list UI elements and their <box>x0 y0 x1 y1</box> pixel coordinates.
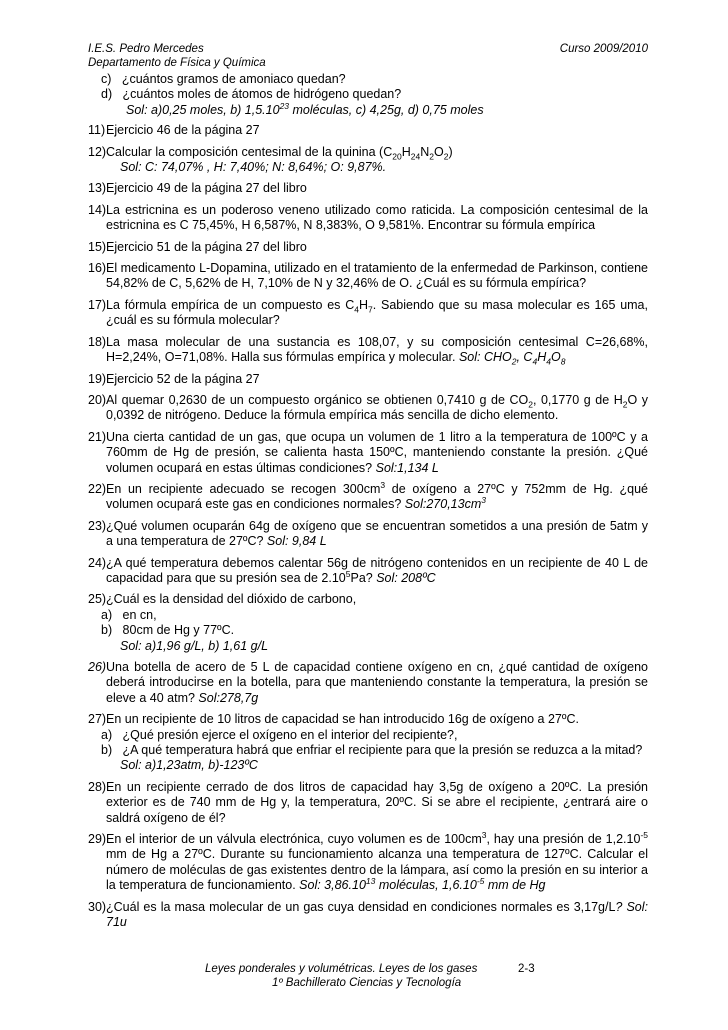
exercise-22: 22)En un recipiente adecuado se recogen $300cm^3$ de oxígeno a 27ºC y 752mm de Hg. ¿qué volumen ocupará este gas en condiciones normales? $Sol:270,13cm^3$ <box>88 479 648 512</box>
solution-text: Sol: 3,86.10$^{13}$ moléculas, $1,6.10^{-5}$ mm de Hg <box>299 876 546 893</box>
exercise-12: 12)Calcular la composición centesimal de la quinina $(C_{20}H_{24}N_2O_2)$ <box>88 144 453 162</box>
exercise-26: 26)Una botella de acero de 5 L de capacidad contiene oxígeno en cn, ¿qué cantidad de oxígeno deberá introducirse en la botella, para que manteniendo constante la temperatura, la presión se eleve a 40 atm? Sol:278,7g <box>88 660 648 705</box>
exercise-15: 15)Ejercicio 51 de la página 27 del libro <box>88 239 307 254</box>
school-name: I.E.S. Pedro Mercedes <box>88 43 204 55</box>
department-name: Departamento de Física y Química <box>88 57 266 69</box>
solution-text: $Sol:270,13cm^3$ <box>404 495 486 512</box>
footer-title: Leyes ponderales y volumétricas. Leyes de los gases <box>205 963 478 975</box>
subquestion-a: a) en cn, <box>101 607 157 622</box>
exercise-23: 23)¿Qué volumen ocuparán 64g de oxígeno que se encuentran sometidos a una presión de 5atm y a una temperatura de 27ºC? Sol: 9,84 L <box>88 518 648 549</box>
exercise-list <box>88 72 648 931</box>
subquestion-d: d) ¿cuántos moles de átomos de hidrógeno quedan? <box>101 87 402 102</box>
subquestion-a: a) ¿Qué presión ejerce el oxígeno en el interior del recipiente?, <box>101 727 458 742</box>
exercise-18: 18)La masa molecular de una sustancia es 108,07, y su composición centesimal C=26,68%, H=2,24%, O=71,08%. Halla sus fórmulas empírica y molecular. Sol: $CHO_2$, $C_4H_4O_8$ <box>88 334 648 367</box>
solution-text: Sol:278,7g <box>198 690 259 705</box>
exercise-16: 16)El medicamento L-Dopamina, utilizado en el tratamiento de la enfermedad de Parkinson, contiene 54,82% de C, 5,62% de H, 7,10% de N y 32,46% de O. ¿Cuál es su fórmula empírica? <box>88 261 648 291</box>
solution-text: Sol: 9,84 L <box>266 534 327 549</box>
subquestion-b: b) ¿A qué temperatura habrá que enfriar el recipiente para que la presión se reduzca a la mitad? <box>101 743 643 758</box>
page-header <box>88 42 648 70</box>
exercise-21: 21)Una cierta cantidad de un gas, que ocupa un volumen de 1 litro a la temperatura de 100ºC y a 760mm de Hg de presión, se calienta hasta 150ºC, manteniendo constante la presión. ¿Qué volumen ocupará en estas últimas condiciones? Sol:1,134 L <box>88 429 648 475</box>
exercise-28: 28)En un recipiente cerrado de dos litros de capacidad hay 3,5g de oxígeno a 20ºC. La presión exterior es de 740 mm de Hg y, la temperatura, 20ºC. Si se abre el recipiente, ¿entrará aire o saldrá oxígeno de él? <box>88 779 648 825</box>
exercise-29: 29)En el interior de un válvula electrónica, cuyo volumen es de $100cm^3$, hay una presión de $1,2.10^{-5}$ mm de Hg a 27ºC. Durante su funcionamiento alcanza una temperatura de 127ºC. Calcular el número de moléculas de gas existentes dentro de la lámpara, así como la presión en su interior a la temperatura de funcionamiento. Sol: 3,86.10$^{13}$ moléculas, $1,6.10^{-5}$ mm de Hg <box>88 829 648 893</box>
exercise-27: 27)En un recipiente de 10 litros de capacidad se han introducido 16g de oxígeno a 27ºC. <box>88 712 579 727</box>
solution-text: Sol: 208ºC <box>376 570 436 585</box>
exercise-11: 11)Ejercicio 46 de la página 27 <box>88 123 260 138</box>
subquestion-b: b) 80cm de Hg y 77ºC. <box>101 623 235 638</box>
solution-text: Sol: $CHO_2$, $C_4H_4O_8$ <box>458 350 566 367</box>
course-year: Curso 2009/2010 <box>559 43 648 55</box>
solution-text: Sol: a)1,23atm, b)-123ºC <box>120 758 258 773</box>
exercise-19: 19)Ejercicio 52 de la página 27 <box>88 371 260 386</box>
subquestion-c: c) ¿cuántos gramos de amoniaco quedan? <box>101 72 346 86</box>
exercise-14: 14)La estricnina es un poderoso veneno utilizado como raticida. La composición centesimal de la estricnina es C 75,45%, H 6,587%, N 8,383%, O 9,581%. Encontrar su fórmula empírica <box>88 202 648 233</box>
solution-text: Sol: a)1,96 g/L, b) 1,61 g/L <box>120 638 269 653</box>
exercise-17: 17)La fórmula empírica de un compuesto es $C_4H_7$. Sabiendo que su masa molecular es 165 uma, ¿cuál es su fórmula molecular? <box>88 297 648 328</box>
solution-text: Sol: a)0,25 moles, b) 1,5.10$^{23}$ moléculas, c) 4,25g, d) 0,75 moles <box>126 100 484 117</box>
solution-text: ? Sol: 71u <box>106 899 648 930</box>
exercise-20: 20)Al quemar 0,2630 de un compuesto orgánico se obtienen 0,7410 g de $CO_2$, 0,1770 g de $H_2O$ y 0,0392 de nitrógeno. Deduce la fórmula empírica más sencilla de dicho elemento. <box>88 392 648 423</box>
footer-course: 1º Bachillerato Ciencias y Tecnología <box>272 977 462 989</box>
solution-text: Sol:1,134 L <box>375 460 439 475</box>
page-number: 2-3 <box>518 963 535 975</box>
exercise-13: 13)Ejercicio 49 de la página 27 del libro <box>88 181 307 196</box>
solution-text: Sol: C: 74,07% , H: 7,40%; N: 8,64%; O: 9,87%. <box>120 160 387 175</box>
exercise-25: 25)¿Cuál es la densidad del dióxido de carbono, <box>88 592 357 607</box>
exercise-30: 30)¿Cuál es la masa molecular de un gas cuya densidad en condiciones normales es 3,17g/L? Sol: 71u <box>88 899 648 930</box>
exercise-24: 24)¿A qué temperatura debemos calentar 56g de nitrógeno contenidos en un recipiente de 40 L de capacidad para que su presión sea de 2.10$^5$Pa? Sol: 208ºC <box>88 555 648 585</box>
